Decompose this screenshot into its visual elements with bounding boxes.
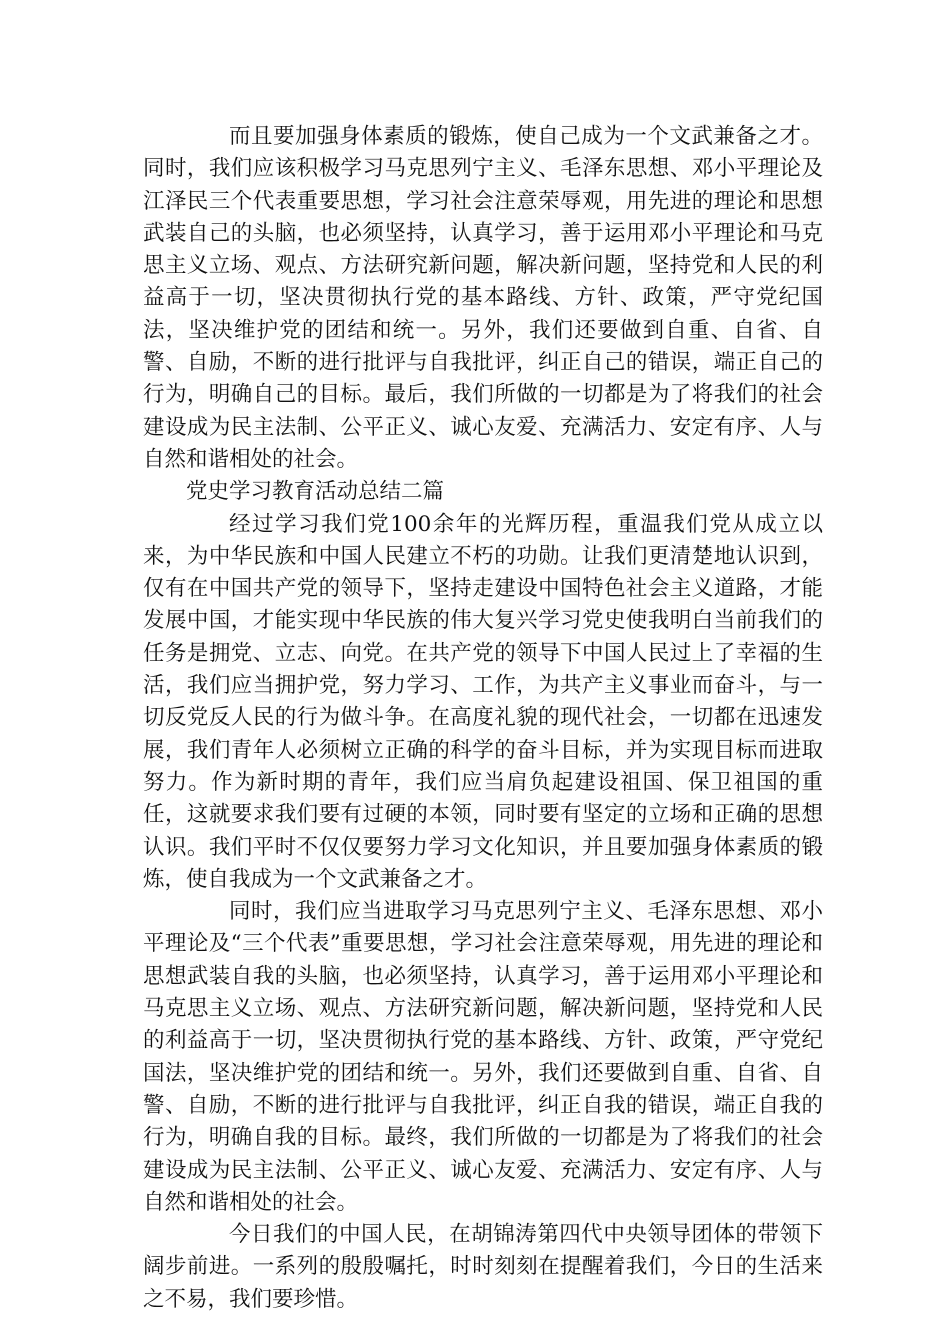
section-heading: 党史学习教育活动总结二篇 xyxy=(186,479,445,505)
paragraph-2: 经过学习我们党100余年的光辉历程，重温我们党从成立以来，为中华民族和中国人民建立不朽的功勋。让我们更清楚地认识到，仅有在中国共产党的领导下，坚持走建设中国特色社会主义道路，才能发展中国，才能实现中华民族的伟大复兴学习党史使我明白当前我们的任务是拥党、立志、向党。在共产党的领导下中国人民过上了幸福的生活，我们应当拥护党，努力学习、工作，为共产主义事业而奋斗，与一切反党反人民的行为做斗争。在高度礼貌的现代社会，一切都在迅速发展，我们青年人必须树立正确的科学的奋斗目标，并为实现目标而进取努力。作为新时期的青年，我们应当肩负起建设祖国、保卫祖国的重任，这就要求我们要有过硬的本领，同时要有坚定的立场和正确的思想认识。我们平时不仅仅要努力学习文化知识，并且要加强身体素质的锻炼，使自我成为一个文武兼备之才。 xyxy=(143,511,823,892)
document-body xyxy=(143,121,823,1316)
paragraph-3: 同时，我们应当进取学习马克思列宁主义、毛泽东思想、邓小平理论及“三个代表”重要思想，学习社会注意荣辱观，用先进的理论和思想武装自我的头脑，也必须坚持，认真学习，善于运用邓小平理论和马克思主义立场、观点、方法研究新问题，解决新问题，坚持党和人民的利益高于一切，坚决贯彻执行党的基本路线、方针、政策，严守党纪国法，坚决维护党的团结和统一。另外，我们还要做到自重、自省、自警、自励，不断的进行批评与自我批评，纠正自我的错误，端正自我的行为，明确自我的目标。最终，我们所做的一切都是为了将我们的社会建设成为民主法制、公平正义、诚心友爱、充满活力、安定有序、人与自然和谐相处的社会。 xyxy=(143,899,823,1215)
paragraph-1: 而且要加强身体素质的锻炼，使自己成为一个文武兼备之才。同时，我们应该积极学习马克思列宁主义、毛泽东思想、邓小平理论及江泽民三个代表重要思想，学习社会注意荣辱观，用先进的理论和思想武装自己的头脑，也必须坚持，认真学习，善于运用邓小平理论和马克思主义立场、观点、方法研究新问题，解决新问题，坚持党和人民的利益高于一切，坚决贯彻执行党的基本路线、方针、政策，严守党纪国法，坚决维护党的团结和统一。另外，我们还要做到自重、自省、自警、自励，不断的进行批评与自我批评，纠正自己的错误，端正自己的行为，明确自己的目标。最后，我们所做的一切都是为了将我们的社会建设成为民主法制、公平正义、诚心友爱、充满活力、安定有序、人与自然和谐相处的社会。 xyxy=(143,124,823,472)
paragraph-4: 今日我们的中国人民，在胡锦涛第四代中央领导团体的带领下阔步前进。一系列的殷殷嘱托，时时刻刻在提醒着我们，今日的生活来之不易，我们要珍惜。 xyxy=(143,1222,823,1312)
